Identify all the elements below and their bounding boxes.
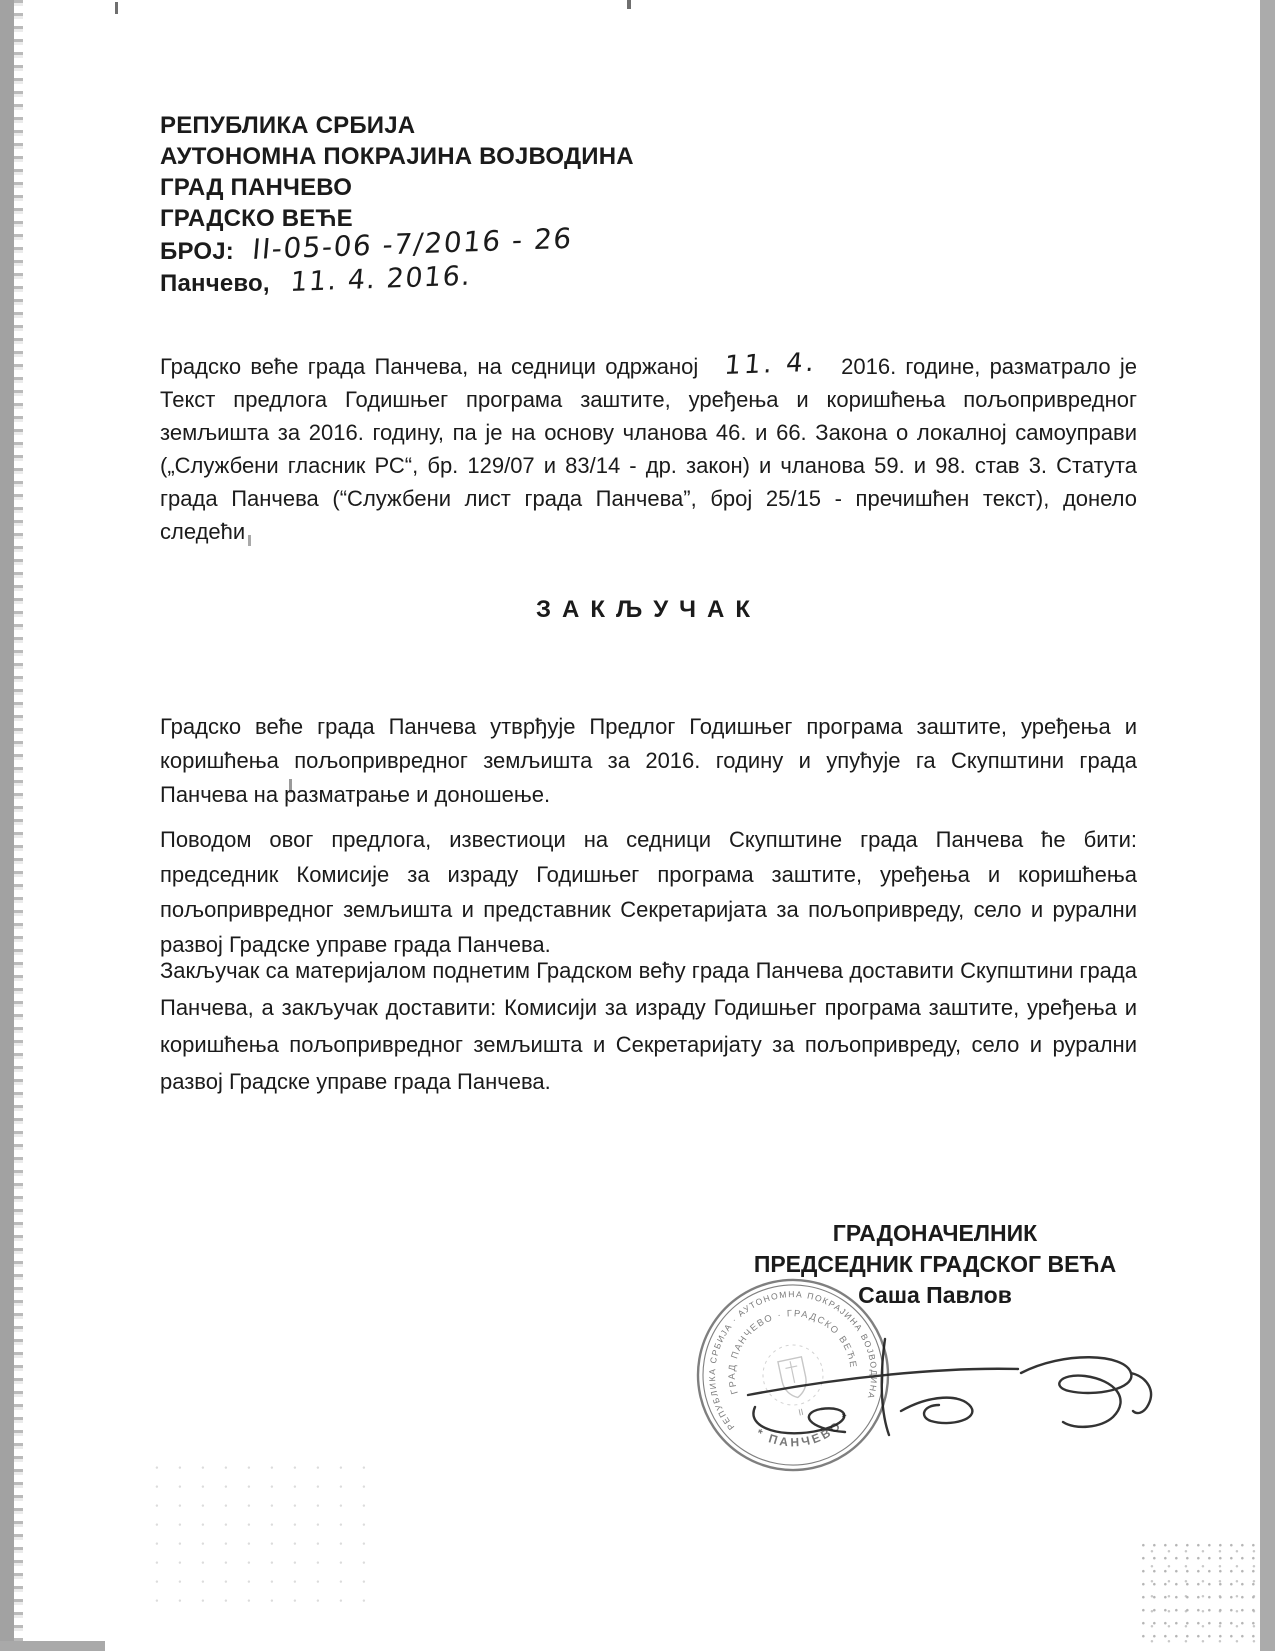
- signatory-title-council-president: ПРЕДСЕДНИК ГРАДСКОГ ВЕЋА: [753, 1251, 1117, 1277]
- scan-edge-right: [1260, 0, 1275, 1651]
- document-number-line: [160, 221, 860, 267]
- stamp-inner-ring-text: ГРАД ПАНЧЕВО · ГРАДСКО ВЕЋЕ: [725, 1307, 860, 1396]
- paragraph-text: 2016. године, разматрало је Текст предлога Годишњег програма заштите, уређења и коришћења пољопривредног земљишта за 2016. годину, па је на основу чланова 46. и 66. Закона о локалној самоуправи („Службени гласник РС“, бр. 129/07 и 83/14 - др. закон) и чланова 59. и 98. став 3. Статута града Панчева (“Службени лист града Панчева”, број 25/15 - пречишћен текст), донело следећи: [160, 354, 1137, 544]
- scan-speck: [115, 2, 118, 14]
- stamp-ordinal: II: [797, 1406, 805, 1418]
- letterhead-republic: РЕПУБЛИКА СРБИЈА: [160, 112, 416, 139]
- stamp-bottom-text: * ПАНЧЕВО *: [753, 1408, 855, 1450]
- paragraph-decision: Градско веће града Панчева утврђује Предлог Годишњег програма заштите, уређења и коришћења пољопривредног земљишта за 2016. годину и упућује га Скупштини града Панчева на разматрање и доношење.: [160, 714, 1137, 807]
- letterhead-province: АУТОНОМНА ПОКРАЈИНА ВОЈВОДИНА: [160, 143, 634, 170]
- paragraph-rapporteurs: Поводом овог предлога, известиоци на седници Скупштине града Панчева ће бити: председник Комисије за израду Годишњег програма заштите, уређења и коришћења пољопривредног земљишта и представник Секретаријата за пољопривреду, село и рурални развој Градске управе града Панчева.: [160, 827, 1137, 957]
- letterhead-council: ГРАДСКО ВЕЋЕ: [160, 205, 353, 232]
- scan-noise-bottom-left: [150, 1460, 370, 1610]
- document-date-handwritten: 11. 4. 2016.: [288, 260, 473, 298]
- letterhead-city: ГРАД ПАНЧЕВО: [160, 174, 353, 201]
- scan-edge-bottom: [0, 1641, 105, 1651]
- scan-edge-left: [0, 0, 14, 1651]
- stamp-outer-ring-text: РЕПУБЛИКА СРБИЈА · АУТОНОМНА ПОКРАЈИНА ВОЈВОДИНА: [706, 1289, 880, 1433]
- signatory-title-mayor: ГРАДОНАЧЕЛНИК: [832, 1220, 1038, 1246]
- document-date-line: [160, 260, 860, 299]
- document-number-label: БРОЈ:: [160, 238, 234, 265]
- scan-noise-bottom-right: [1140, 1540, 1258, 1645]
- paragraph-delivery: Закључак са материјалом поднетим Градском већу града Панчева доставити Скупштини града Панчева, а закључак доставити: Комисији за израду Годишњег програма заштите, уређења и коришћења пољопривредног земљишта и Секретаријату за пољопривреду, село и рурални развој Градске управе града Панчева.: [160, 958, 1137, 1094]
- session-date-handwritten: 11. 4.: [723, 347, 819, 381]
- paragraph-introduction: [160, 347, 1137, 548]
- handwritten-signature: [733, 1333, 1165, 1461]
- scan-speck: [627, 0, 631, 9]
- document-place-label: Панчево,: [160, 270, 270, 297]
- document-title: ЗАКЉУЧАК: [535, 596, 762, 623]
- letterhead: [160, 110, 860, 299]
- signatory-name: Саша Павлов: [858, 1282, 1012, 1308]
- document-number-handwritten: II-05-06 -7/2016 - 26: [250, 221, 574, 267]
- scan-edge-left-streak: [14, 0, 23, 1651]
- paragraph-text: Градско веће града Панчева, на седници одржаној: [160, 354, 699, 379]
